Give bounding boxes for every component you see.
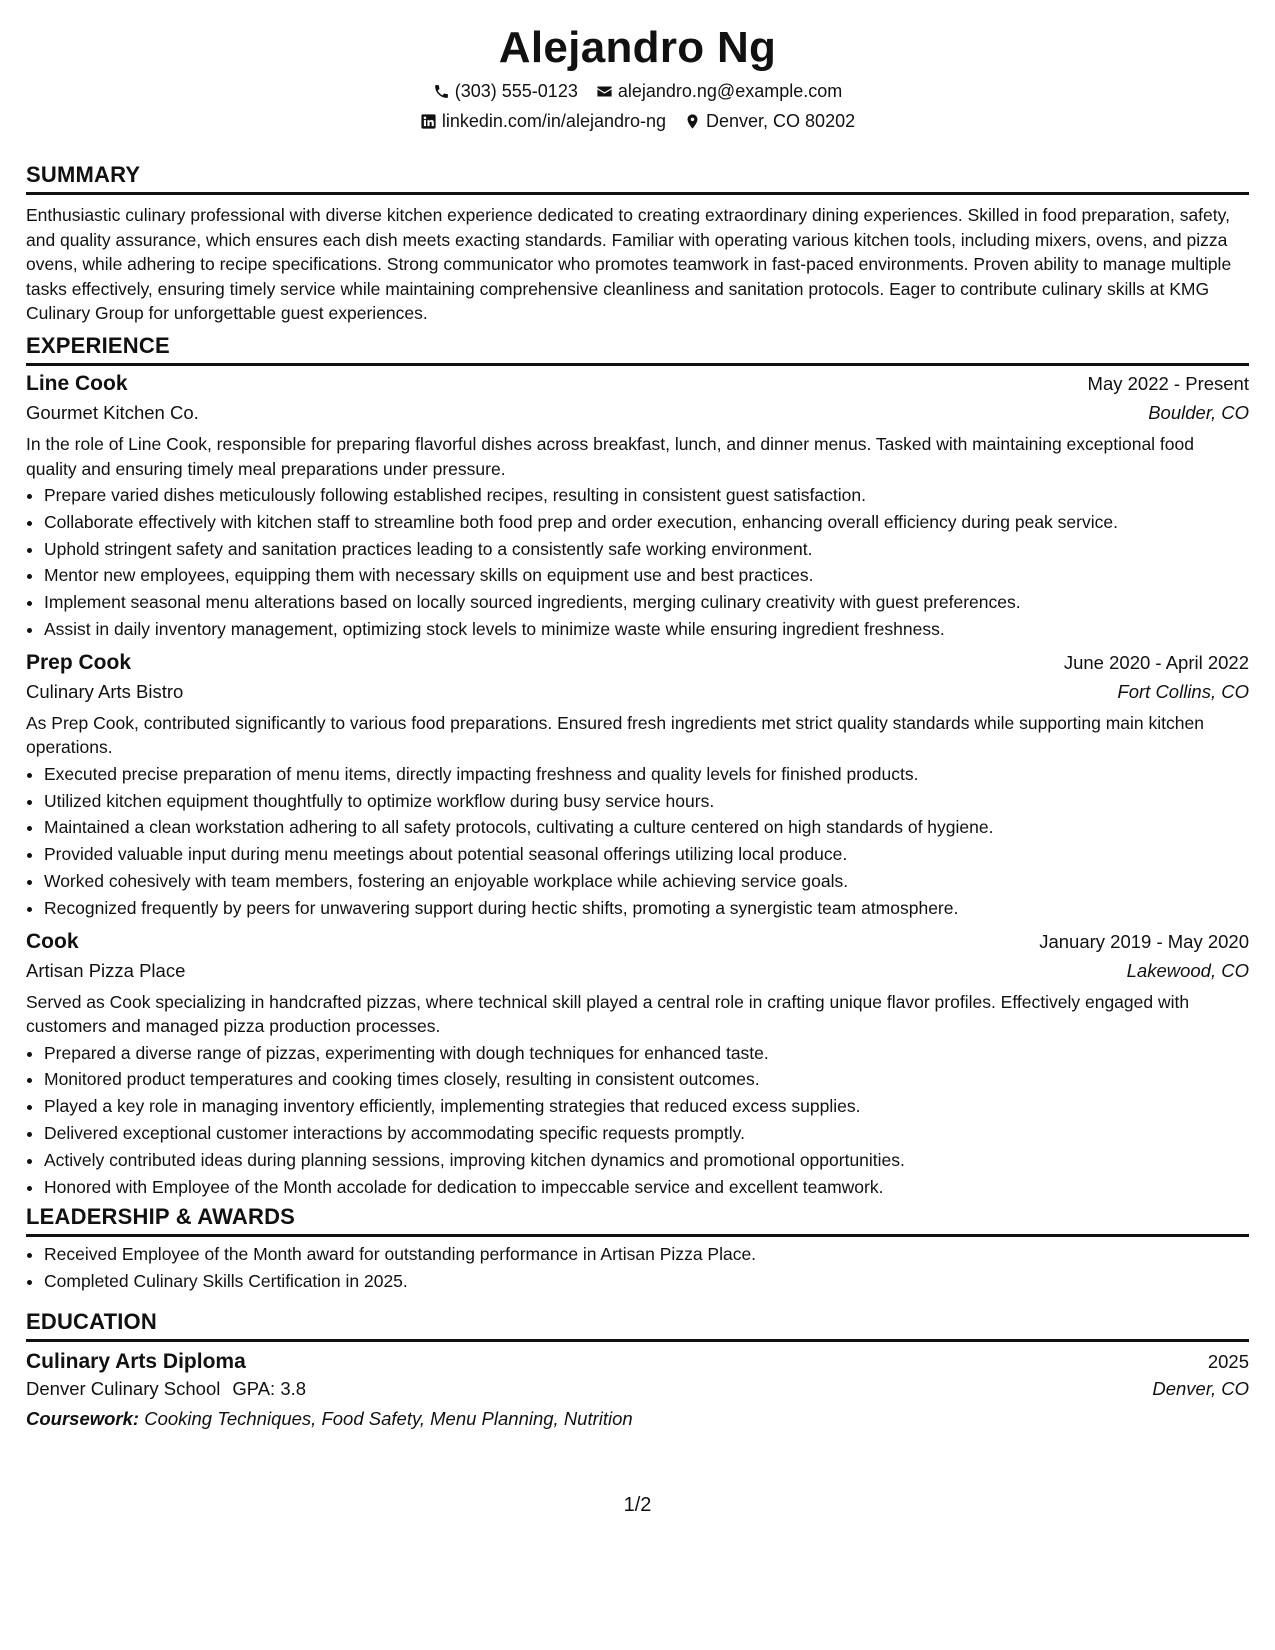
bullet-item: • Worked cohesively with team members, fostering an enjoyable workplace while achieving service goals. (44, 868, 1249, 895)
job-description: Served as Cook specializing in handcrafted pizzas, where technical skill played a central role in crafting unique flavor profiles. Effectively engaged with customers and managed pizza production processes. (26, 991, 1190, 1037)
job-location: Boulder, CO (1148, 402, 1249, 423)
school-location: Denver, CO (1152, 1378, 1249, 1399)
job-entry (26, 370, 1249, 643)
job-company: Artisan Pizza Place (26, 959, 186, 981)
experience-section (26, 333, 1249, 1200)
section-divider (26, 1339, 1249, 1342)
school-name: Denver Culinary School (26, 1378, 221, 1399)
bullet-item: • Prepared a diverse range of pizzas, experimenting with dough techniques for enhanced taste. (44, 1040, 1249, 1067)
bullet-item: • Monitored product temperatures and cooking times closely, resulting in consistent outcomes. (44, 1066, 1249, 1093)
graduation-year: 2025 (1207, 1351, 1249, 1372)
section-divider (26, 192, 1249, 195)
contact-email[interactable] (596, 80, 842, 102)
job-dates: January 2019 - May 2020 (1039, 930, 1249, 952)
bullet-item: • Mentor new employees, equipping them with necessary skills on equipment use and best practices. (44, 562, 1249, 589)
map-pin-icon (684, 113, 701, 130)
job-company: Gourmet Kitchen Co. (26, 402, 199, 423)
leadership-bullets (26, 1241, 1249, 1295)
job-dates: June 2020 - April 2022 (1063, 651, 1249, 673)
job-location: Fort Collins, CO (1117, 680, 1249, 702)
bullet-item: • Recognized frequently by peers for unwavering support during hectic shifts, promoting a synergistic team atmosphere. (44, 895, 1249, 922)
linkedin-link[interactable]: linkedin.com/in/alejandro-ng (441, 111, 667, 131)
bullet-item: • Completed Culinary Skills Certification in 2025. (44, 1268, 1249, 1295)
coursework-label: Coursework: (26, 1408, 140, 1429)
bullet-item: • Collaborate effectively with kitchen staff to streamline both food prep and order execution, enhancing overall efficiency during peak service. (44, 509, 1249, 536)
job-entry (26, 928, 1249, 1201)
bullet-item: • Provided valuable input during menu meetings about potential seasonal offerings utilizing local produce. (44, 841, 1249, 868)
leadership-heading: LEADERSHIP & AWARDS (26, 1204, 296, 1229)
bullet-item: • Utilized kitchen equipment thoughtfully to optimize workflow during busy service hours. (44, 788, 1249, 815)
summary-heading: SUMMARY (26, 162, 141, 187)
phone-text: (303) 555-0123 (454, 81, 578, 101)
job-title: Prep Cook (26, 650, 132, 674)
contact-line-1 (26, 80, 1249, 102)
bullet-item: • Delivered exceptional customer interactions by accommodating specific requests promptly. (44, 1120, 1249, 1147)
bullet-item: • Maintained a clean workstation adhering to all safety protocols, cultivating a culture centered on high standards of hygiene. (44, 814, 1249, 841)
section-divider (26, 363, 1249, 366)
contact-line-2 (26, 110, 1249, 132)
summary-section (26, 162, 1249, 326)
coursework (26, 1406, 1249, 1432)
contact-linkedin[interactable] (420, 110, 666, 132)
contact-phone (433, 80, 578, 102)
bullet-item: • Implement seasonal menu alterations based on locally sourced ingredients, merging culinary creativity with guest preferences. (44, 589, 1249, 616)
job-title: Cook (26, 929, 79, 953)
education-heading: EDUCATION (26, 1309, 157, 1334)
resume-page (26, 0, 1249, 1429)
candidate-name: Alejandro Ng (498, 23, 777, 72)
gpa-text: GPA: 3.8 (232, 1378, 307, 1399)
bullet-item: • Prepare varied dishes meticulously following established recipes, resulting in consistent guest satisfaction. (44, 482, 1249, 509)
job-dates: May 2022 - Present (1087, 373, 1249, 394)
linkedin-icon (420, 113, 437, 130)
bullet-item: • Actively contributed ideas during planning sessions, improving kitchen dynamics and promotional opportunities. (44, 1147, 1249, 1174)
email-link[interactable]: alejandro.ng@example.com (617, 81, 843, 101)
page-number: 1/2 (623, 1494, 652, 1516)
phone-icon (433, 83, 450, 100)
job-bullets (26, 482, 1249, 643)
job-title: Line Cook (26, 372, 128, 395)
job-bullets (26, 1040, 1249, 1201)
bullet-item: • Assist in daily inventory management, optimizing stock levels to minimize waste while ensuring ingredient freshness. (44, 616, 1249, 643)
leadership-section (26, 1204, 1249, 1295)
education-section (26, 1309, 1249, 1432)
section-divider (26, 1234, 1249, 1237)
job-bullets (26, 761, 1249, 922)
bullet-item: • Executed precise preparation of menu items, directly impacting freshness and quality levels for finished products. (44, 761, 1249, 788)
bullet-item: • Received Employee of the Month award for outstanding performance in Artisan Pizza Place. (44, 1241, 1249, 1268)
job-company: Culinary Arts Bistro (26, 680, 184, 702)
experience-heading: EXPERIENCE (26, 333, 170, 358)
job-description: In the role of Line Cook, responsible for preparing flavorful dishes across breakfast, lunch, and dinner menus. Tasked with maintaining exceptional food quality and ensuring timely meal preparations under pressure. (26, 434, 1194, 479)
job-description: As Prep Cook, contributed significantly to various food preparations. Ensured fresh ingredients met strict quality standards while supporting main kitchen operations. (26, 712, 1204, 758)
summary-text: Enthusiastic culinary professional with diverse kitchen experience dedicated to creating extraordinary dining experiences. Skilled in food preparation, safety, and quality assurance, which ensures each dish meets exacting standards. Familiar with operating various kitchen tools, including mixers, ovens, and pizza ovens, while adhering to recipe specifications. Strong communicator who promotes teamwork in fast-paced environments. Proven ability to manage multiple tasks effectively, ensuring timely service while maintaining comprehensive cleanliness and sanitation protocols. Eager to contribute culinary skills at KMG Culinary Group for unforgettable guest experiences. (26, 205, 1232, 323)
location-text: Denver, CO 80202 (706, 111, 856, 131)
job-entry (26, 649, 1249, 922)
bullet-item: • Played a key role in managing inventory efficiently, implementing strategies that reduced excess supplies. (44, 1093, 1249, 1120)
contact-location (684, 110, 855, 132)
job-location: Lakewood, CO (1126, 959, 1249, 981)
bullet-item: • Uphold stringent safety and sanitation practices leading to a consistently safe working environment. (44, 536, 1249, 563)
bullet-item: • Honored with Employee of the Month accolade for dedication to impeccable service and excellent teamwork. (44, 1174, 1249, 1201)
coursework-list: Cooking Techniques, Food Safety, Menu Planning, Nutrition (144, 1408, 633, 1429)
envelope-icon (596, 83, 613, 100)
degree-title: Culinary Arts Diploma (26, 1350, 246, 1373)
